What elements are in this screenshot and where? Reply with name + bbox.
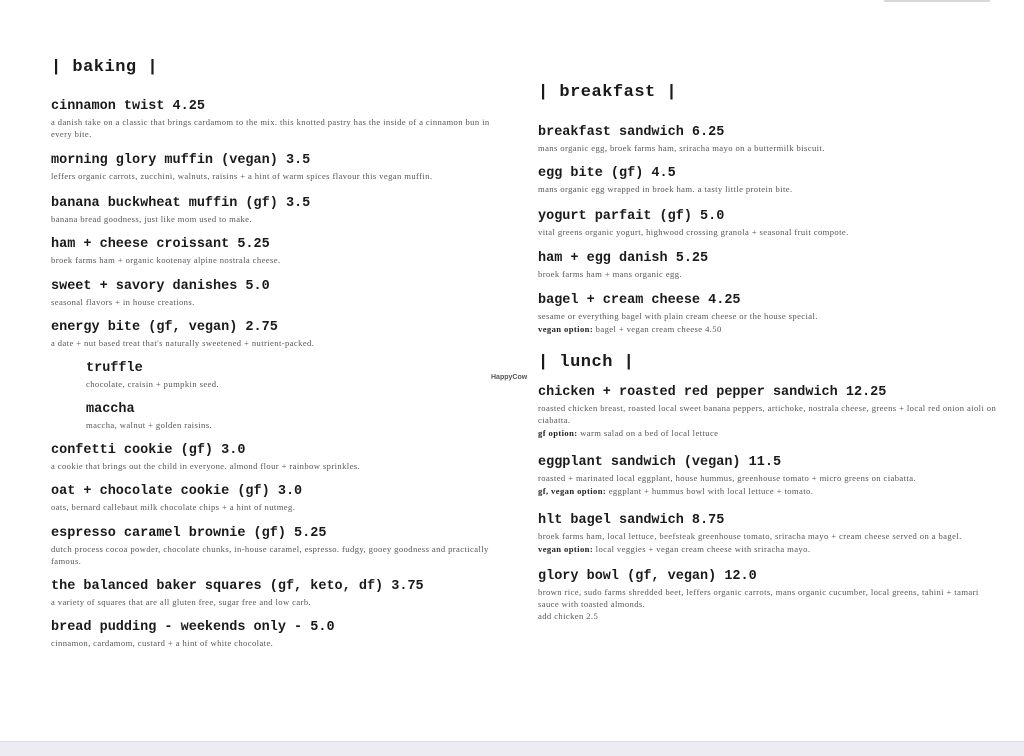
menu-item <box>538 513 998 555</box>
menu-item <box>538 125 998 154</box>
menu-item-desc: dutch process cocoa powder, chocolate chunks, in-house caramel, espresso. fudgy, gooey goodness and practically famous. <box>51 544 489 566</box>
menu-item <box>51 579 501 608</box>
menu-item-title: confetti cookie (gf) 3.0 <box>51 443 246 458</box>
menu-item-title: morning glory muffin (vegan) 3.5 <box>51 153 311 168</box>
menu-item-desc: leffers organic carrots, zucchini, walnuts, raisins + a hint of warm spices flavour this vegan muffin. <box>51 171 433 181</box>
menu-item <box>51 320 501 349</box>
menu-item-desc: oats, bernard callebaut milk chocolate chips + a hint of nutmeg. <box>51 502 296 512</box>
menu-item-desc: banana bread goodness, just like mom used to make. <box>51 214 252 224</box>
menu-item <box>51 620 501 649</box>
menu-item-desc: roasted + marinated local eggplant, house hummus, greenhouse tomato + micro greens on ciabatta. <box>538 473 916 483</box>
menu-item-option <box>538 427 998 439</box>
menu-item-desc: seasonal flavors + in house creations. <box>51 297 195 307</box>
menu-item <box>538 166 998 195</box>
menu-item <box>51 99 501 140</box>
menu-item <box>538 455 998 497</box>
menu-item-title: maccha <box>86 402 135 417</box>
option-label: gf, vegan option: <box>538 486 607 496</box>
menu-item-desc: mans organic egg wrapped in broek ham. a tasty little protein bite. <box>538 184 793 194</box>
breakfast-heading: | breakfast | <box>538 83 678 102</box>
menu-item <box>538 293 998 335</box>
menu-item-desc: roasted chicken breast, roasted local sweet banana peppers, artichoke, nostrala cheese, greens + local red onion aioli on ciabatta. <box>538 403 997 425</box>
menu-item-title: bread pudding - weekends only - 5.0 <box>51 620 335 635</box>
menu-item <box>51 279 501 308</box>
menu-item-title: chicken + roasted red pepper sandwich 12.25 <box>538 385 887 400</box>
menu-item-desc: vital greens organic yogurt, highwood crossing granola + seasonal fruit compote. <box>538 227 849 237</box>
top-edge-tab <box>884 0 990 2</box>
menu-item <box>51 443 501 472</box>
lunch-heading: | lunch | <box>538 353 635 372</box>
menu-item-desc: mans organic egg, broek farms ham, sriracha mayo on a buttermilk biscuit. <box>538 143 825 153</box>
menu-item-title: yogurt parfait (gf) 5.0 <box>538 209 725 224</box>
menu-item-desc: a variety of squares that are all gluten free, sugar free and low carb. <box>51 597 312 607</box>
menu-subitem <box>51 361 501 390</box>
menu-item-title: hlt bagel sandwich 8.75 <box>538 513 725 528</box>
menu-item-option <box>538 543 998 555</box>
menu-item-extra: add chicken 2.5 <box>538 611 599 621</box>
menu-item-desc: a cookie that brings out the child in everyone. almond flour + rainbow sprinkles. <box>51 461 361 471</box>
menu-item-option <box>538 323 998 335</box>
menu-item-title: the balanced baker squares (gf, keto, df) 3.75 <box>51 579 424 594</box>
breakfast-lunch-column <box>538 83 998 622</box>
menu-item-title: banana buckwheat muffin (gf) 3.5 <box>51 196 311 211</box>
menu-item-desc: broek farms ham, local lettuce, beefsteak greenhouse tomato, sriracha mayo + cream cheese served on a bagel. <box>538 531 962 541</box>
menu-item-title: breakfast sandwich 6.25 <box>538 125 725 140</box>
menu-item-desc: broek farms ham + mans organic egg. <box>538 269 682 279</box>
menu-item <box>538 251 998 280</box>
menu-item-title: cinnamon twist 4.25 <box>51 99 205 114</box>
menu-item-title: espresso caramel brownie (gf) 5.25 <box>51 526 327 541</box>
menu-item-title: bagel + cream cheese 4.25 <box>538 293 741 308</box>
option-label: vegan option: <box>538 544 594 554</box>
menu-item-desc: sesame or everything bagel with plain cream cheese or the house special. <box>538 311 818 321</box>
menu-item-title: egg bite (gf) 4.5 <box>538 166 676 181</box>
menu-item <box>51 153 501 182</box>
option-text: bagel + vegan cream cheese 4.50 <box>593 324 722 334</box>
menu-item-desc: broek farms ham + organic kootenay alpine nostrala cheese. <box>51 255 281 265</box>
option-text: warm salad on a bed of local lettuce <box>577 428 719 438</box>
baking-column <box>51 58 501 649</box>
happycow-watermark: HappyCow <box>491 374 528 381</box>
menu-item <box>51 526 501 567</box>
menu-item <box>51 484 501 513</box>
option-text: eggplant + hummus bowl with local lettuce + tomato. <box>606 486 814 496</box>
menu-item-desc: maccha, walnut + golden raisins. <box>86 420 212 430</box>
option-label: gf option: <box>538 428 578 438</box>
menu-item <box>51 196 501 225</box>
menu-item-title: energy bite (gf, vegan) 2.75 <box>51 320 278 335</box>
menu-item <box>538 385 998 439</box>
menu-item-option <box>538 485 998 497</box>
menu-item-title: truffle <box>86 361 143 376</box>
menu-item-desc: chocolate, craisin + pumpkin seed. <box>86 379 219 389</box>
option-text: local veggies + vegan cream cheese with sriracha mayo. <box>593 544 811 554</box>
menu-item <box>538 209 998 238</box>
menu-item-title: ham + cheese croissant 5.25 <box>51 237 270 252</box>
menu-item-title: glory bowl (gf, vegan) 12.0 <box>538 569 757 584</box>
menu-item-desc: a danish take on a classic that brings cardamom to the mix. this knotted pastry has the inside of a cinnamon bun in every bite. <box>51 117 490 139</box>
menu-subitem <box>51 402 501 431</box>
menu-item-desc: a date + nut based treat that's naturally sweetened + nutrient-packed. <box>51 338 315 348</box>
menu-item <box>538 569 998 622</box>
baking-heading: | baking | <box>51 58 159 77</box>
menu-item-title: oat + chocolate cookie (gf) 3.0 <box>51 484 303 499</box>
menu-item-desc: brown rice, sudo farms shredded beet, leffers organic carrots, mans organic cucumber, local greens, tahini + tamari sauce with toasted almonds. <box>538 587 979 609</box>
menu-item-title: ham + egg danish 5.25 <box>538 251 709 266</box>
menu-item-desc: cinnamon, cardamom, custard + a hint of white chocolate. <box>51 638 274 648</box>
menu-item-title: sweet + savory danishes 5.0 <box>51 279 270 294</box>
menu-item-title: eggplant sandwich (vegan) 11.5 <box>538 455 782 470</box>
option-label: vegan option: <box>538 324 594 334</box>
bottom-scroll-strip <box>0 741 1024 756</box>
menu-item <box>51 237 501 266</box>
